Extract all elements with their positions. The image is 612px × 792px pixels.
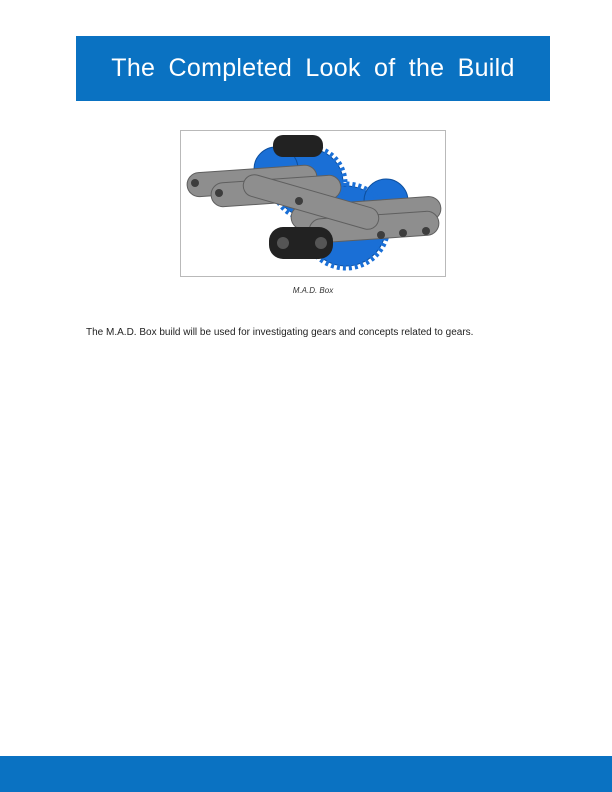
figure-image (180, 130, 446, 277)
title-banner (76, 36, 550, 101)
body-paragraph: The M.A.D. Box build will be used for investigating gears and concepts related to gears. (86, 327, 474, 338)
page-title: The Completed Look of the Build (111, 54, 515, 82)
footer-bar (0, 756, 612, 792)
top-tire (273, 135, 323, 157)
figure-caption: M.A.D. Box (292, 286, 334, 295)
mad-box-illustration (181, 131, 446, 277)
bottom-tire (269, 227, 333, 259)
